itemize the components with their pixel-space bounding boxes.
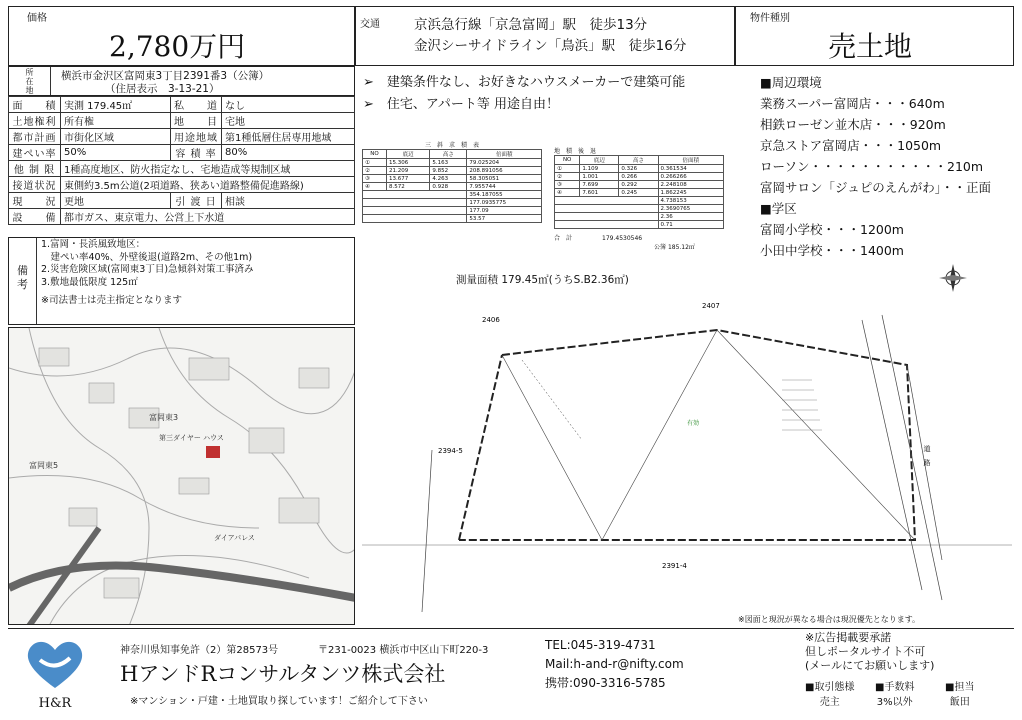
road-label: 接道状況	[9, 177, 61, 193]
heart-logo-icon	[20, 636, 90, 692]
access-label: 交通	[360, 19, 380, 30]
area-value: 実測 179.45㎡	[61, 97, 171, 113]
status-label: 現 況	[9, 193, 61, 209]
ad-notice: ※広告掲載要承諾 但しポータルサイト不可 (メールにてお願いします)	[805, 631, 935, 672]
category-label: 物件種別	[750, 13, 790, 24]
access-line1: 京浜急行線「京急富岡」駅 徒歩13分	[414, 17, 648, 33]
land-category-value: 宅地	[222, 113, 355, 129]
surroundings-item: 相鉄ローゼン並木店・・・920m	[760, 117, 946, 132]
grand-total: 合 計 179.4530546 公簿 185.12㎡	[554, 235, 695, 251]
spec-row	[9, 145, 355, 161]
map-label-4: ダイアパレス	[214, 534, 255, 542]
point-1: ➢ 建築条件なし、お好きなハウスメーカーで建築可能	[363, 75, 686, 90]
other-restriction-label: 他 制 限	[9, 161, 61, 177]
survey-row: ② 21.209 9.852 208.891056	[363, 167, 542, 175]
access-line2: 金沢シーサイドライン「鳥浜」駅 徒歩16分	[414, 38, 687, 54]
contact-tel[interactable]: TEL:045-319-4731	[545, 638, 656, 652]
bcr-value: 50%	[61, 145, 171, 161]
remarks-box	[8, 237, 355, 325]
far-label: 容 積 率	[171, 145, 222, 161]
compass-icon	[930, 262, 976, 302]
private-road-value: なし	[222, 97, 355, 113]
map-drawing	[9, 328, 355, 625]
map-label-1: 富岡東3	[149, 413, 179, 422]
map-label-2: 第三ダイヤー ハウス	[159, 434, 224, 442]
location-label: 所 在 地	[9, 67, 51, 95]
contact-mobile[interactable]: 携帯:090-3316-5785	[545, 676, 666, 690]
location-box	[8, 66, 355, 96]
surroundings-item: 業務スーパー富岡店・・・640m	[760, 96, 945, 111]
staff: ■担当 飯田	[945, 682, 975, 708]
survey-row: ③ 13.677 4.263 58.305051	[363, 175, 542, 183]
survey-table-2: 地 積 後 退 NO 底辺 高さ 倍面積 ① 1.109 0.326 0.361534 ② 1.001 0.266 0.266266 ③ 7.699 0.292 2.248108 ④ 7.601 0.245 1.862245 4.738153 2.3690765 2.36 0.71 合 計 179.4530546 公簿 185.12㎡	[554, 146, 724, 251]
company-tagline: ※マンション・戸建・土地買取り探しています！ご紹介して下さい	[130, 696, 428, 707]
facility-value: 都市ガス、東京電力、公営上下水道	[61, 209, 355, 225]
survey-table-2-title: 地 積 後 退	[554, 148, 597, 155]
surroundings-item: 富岡サロン「ジュピのえんがわ」・・正面	[760, 180, 992, 195]
location-line1: 横浜市金沢区富岡東3丁目2391番3（公簿）	[61, 70, 270, 82]
school-item: 富岡小学校・・・1200m	[760, 222, 904, 237]
school-item: 小田中学校・・・1400m	[760, 243, 904, 258]
logo-text: H&R	[38, 696, 72, 711]
contact-mail[interactable]: Mail:h-and-r@nifty.com	[545, 657, 684, 671]
drawing-notice: ※図面と現況が異なる場合は現況優先となります。	[738, 615, 921, 624]
city-plan-value: 市街化区域	[61, 129, 171, 145]
zoning-label: 用途地域	[171, 129, 222, 145]
point-2: ➢ 住宅、アパート等 用途自由！	[363, 97, 559, 112]
map-label-3: 富岡東5	[29, 461, 59, 470]
category-box	[735, 6, 1014, 66]
category-value: 売土地	[828, 30, 913, 63]
location-line2: （住居表示 3-13-21）	[105, 83, 220, 95]
license: 神奈川県知事免許（2）第28573号	[120, 645, 279, 656]
price-value: 2,780万円	[109, 30, 246, 63]
access-box	[355, 6, 735, 66]
survey-table-1-title: 三 斜 求 積 表	[424, 142, 479, 149]
surroundings	[760, 72, 991, 261]
lot-label: 2391-4	[662, 562, 687, 570]
spec-row	[9, 209, 355, 225]
company-name: HアンドRコンサルタンツ株式会社	[120, 662, 446, 686]
area-map	[8, 327, 355, 625]
survey-drawing	[362, 300, 1012, 612]
surroundings-title: ■周辺環境	[760, 75, 822, 90]
deal-type: ■取引態様 売主	[805, 682, 855, 708]
price-box	[8, 6, 355, 66]
survey-row: ② 1.001 0.266 0.266266	[555, 173, 724, 181]
rights-label: 土地権利	[9, 113, 61, 129]
road-value: 東側約3.5m公道(2項道路、狭あい道路整備促進路線)	[61, 177, 355, 193]
contact	[545, 636, 684, 693]
zoning-value: 第1種低層住居専用地域	[222, 129, 355, 145]
survey-row: ④ 8.572 0.928 7.955744	[363, 183, 542, 191]
status-value: 更地	[61, 193, 171, 209]
bcr-label: 建ぺい率	[9, 145, 61, 161]
spec-table	[8, 96, 355, 225]
selling-points	[363, 72, 685, 116]
lot-label: 2394-5	[438, 447, 463, 455]
private-road-label: 私 道	[171, 97, 222, 113]
company-address: 〒231-0023 横浜市中区山下町220-3	[318, 645, 489, 656]
spec-row	[9, 97, 355, 113]
spec-row	[9, 177, 355, 193]
survey-row: ③ 7.699 0.292 2.248108	[555, 181, 724, 189]
spec-row	[9, 113, 355, 129]
lot-label: 2407	[702, 302, 720, 310]
delivery-label: 引 渡 日	[171, 193, 222, 209]
delivery-value: 相談	[222, 193, 355, 209]
other-restriction-value: 1種高度地区、防火指定なし、宅地造成等規制区域	[61, 161, 355, 177]
measured-area: 測量面積 179.45㎡(うちS.B2.36㎡)	[456, 274, 629, 286]
remarks-label: 備 考	[9, 238, 37, 324]
effective-label: 有効	[687, 420, 700, 427]
property-marker	[206, 446, 220, 458]
far-value: 80%	[222, 145, 355, 161]
school-title: ■学区	[760, 201, 797, 216]
road-label: 道 路	[923, 445, 931, 466]
area-label: 面 積	[9, 97, 61, 113]
land-category-label: 地 目	[171, 113, 222, 129]
spec-row	[9, 129, 355, 145]
survey-row: ① 15.306 5.163 79.025204	[363, 159, 542, 167]
rights-value: 所有権	[61, 113, 171, 129]
survey-row: ① 1.109 0.326 0.361534	[555, 165, 724, 173]
spec-row	[9, 161, 355, 177]
surroundings-item: ローソン・・・・・・・・・・・210m	[760, 159, 984, 174]
company-logo	[20, 636, 90, 711]
surroundings-item: 京急ストア富岡店・・・1050m	[760, 138, 942, 153]
spec-row	[9, 193, 355, 209]
survey-row: ④ 7.601 0.245 1.862245	[555, 189, 724, 197]
fee: ■手数料 3%以外	[875, 682, 915, 708]
price-label: 価格	[27, 13, 47, 24]
lot-label: 2406	[482, 316, 500, 324]
remarks-text: 1.富岡・長浜風致地区： 建ぺい率40%、外壁後退(道路2m、その他1m) 2.災害危険区域(富岡東3丁目)急傾斜対策工事済み 3.敷地最低限度 125㎡ ※司法書士は売主指定となります	[41, 239, 254, 306]
city-plan-label: 都市計画	[9, 129, 61, 145]
survey-table-1: 三 斜 求 積 表 NO 底辺 高さ 倍面積 ① 15.306 5.163 79.025204 ② 21.209 9.852 208.891056 ③ 13.677 4.263 58.305051 ④ 8.572 0.928 7.955744 354.187055 177.0935775 177.09 53.57	[362, 140, 542, 223]
facility-label: 設 備	[9, 209, 61, 225]
footer-divider	[8, 628, 1014, 629]
